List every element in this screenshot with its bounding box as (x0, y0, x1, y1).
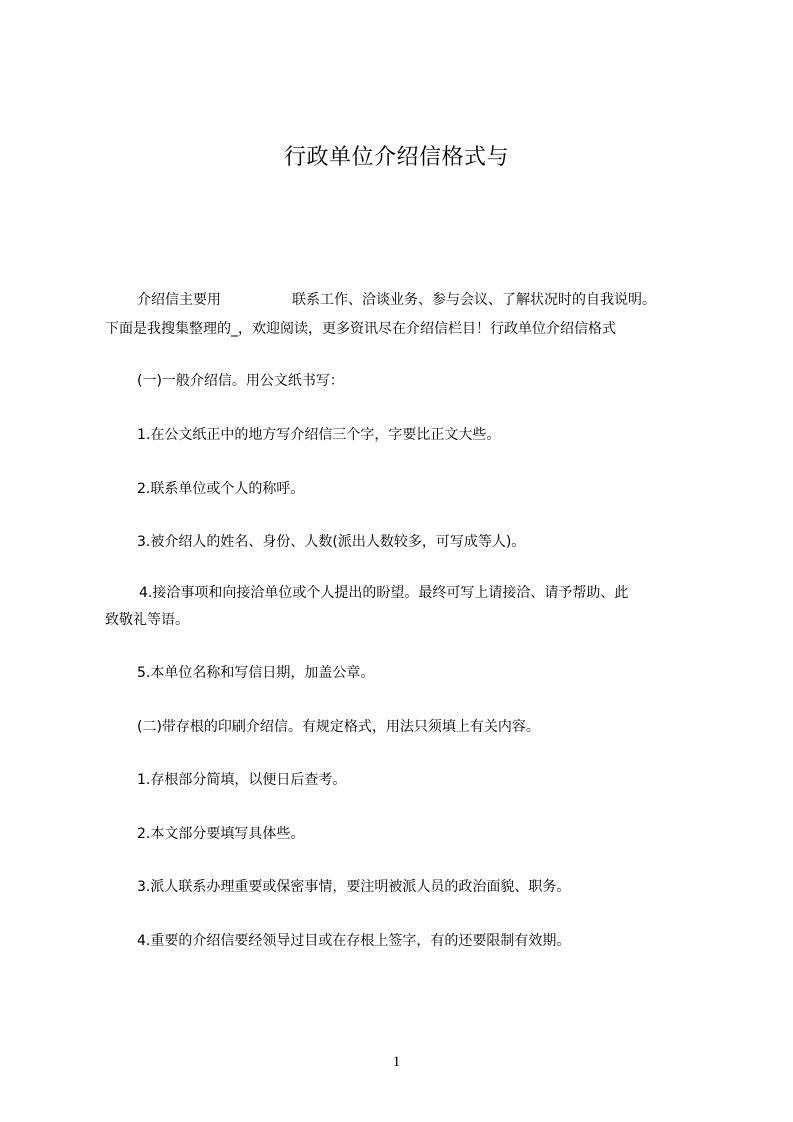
paragraph-item: 1.在公文纸正中的地方写介绍信三个字，字要比正文大些。 (137, 427, 501, 443)
paragraph-item-continued: 致敬礼等语。 (105, 612, 189, 628)
intro-text-line2: 下面是我搜集整理的_，欢迎阅读，更多资讯尽在介绍信栏目！行政单位介绍信格式 (105, 321, 616, 337)
document-title: 行政单位介绍信格式与 (283, 145, 509, 170)
paragraph-general-letter: (一)一般介绍信。用公文纸书写： (137, 373, 344, 389)
paragraph-item: 2.联系单位或个人的称呼。 (137, 481, 305, 497)
paragraph-item: 1.存根部分简填，以便日后查考。 (137, 772, 347, 788)
intro-text-part1: 介绍信主要用 (137, 292, 221, 308)
paragraph-item: 2.本文部分要填写具体些。 (137, 826, 305, 842)
intro-text-part2: 联系工作、洽谈业务、参与会议、了解状况时的自我说明。 (292, 292, 656, 308)
paragraph-item: 4.接洽事项和向接洽单位或个人提出的盼望。最终可写上请接洽、请予帮助、此 (139, 585, 629, 601)
paragraph-item: 5.本单位名称和写信日期，加盖公章。 (137, 665, 375, 681)
paragraph-printed-letter: (二)带存根的印刷介绍信。有规定格式，用法只须填上有关内容。 (137, 719, 540, 735)
page-number: 1 (392, 1054, 401, 1070)
paragraph-item: 3.被介绍人的姓名、身份、人数(派出人数较多，可写成等人)。 (137, 534, 526, 550)
paragraph-item: 4.重要的介绍信要经领导过目或在存根上签字，有的还要限制有效期。 (137, 933, 571, 949)
paragraph-item: 3.派人联系办理重要或保密事情，要注明被派人员的政治面貌、职务。 (137, 879, 571, 895)
